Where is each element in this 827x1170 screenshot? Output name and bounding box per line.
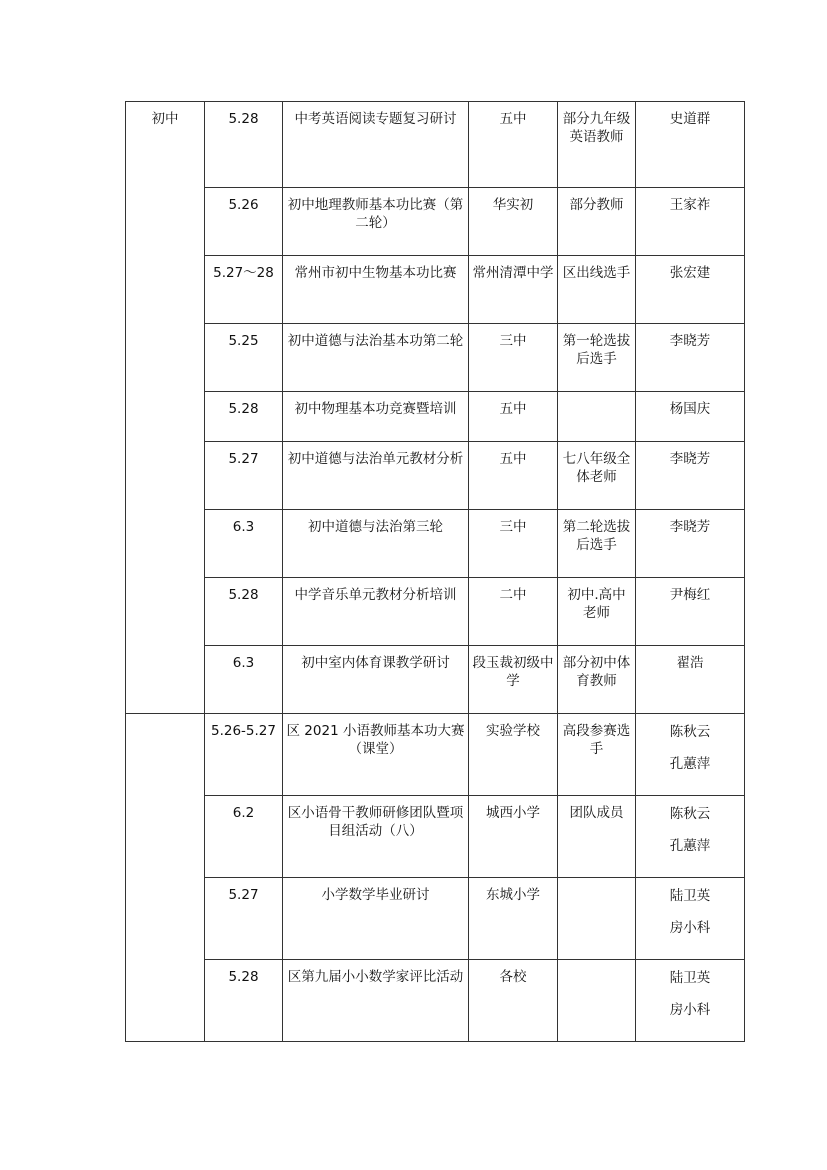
- activity-title-cell: 中考英语阅读专题复习研讨: [283, 102, 469, 188]
- activity-title-cell: 区第九届小小数学家评比活动: [283, 960, 469, 1042]
- table-row: [126, 442, 745, 510]
- table-row: [126, 796, 745, 878]
- host-cell: [636, 878, 745, 960]
- table-row: [126, 646, 745, 714]
- host-name: 房小科: [669, 1002, 711, 1018]
- participants-cell: 部分教师: [558, 188, 636, 256]
- table-row: [126, 878, 745, 960]
- date-cell: 5.28: [205, 578, 283, 646]
- host-cell: 张宏建: [636, 256, 745, 324]
- venue-cell: 城西小学: [469, 796, 558, 878]
- date-cell: 6.3: [205, 646, 283, 714]
- activity-title-cell: 区小语骨干教师研修团队暨项目组活动（八）: [283, 796, 469, 878]
- host-cell: 王家祚: [636, 188, 745, 256]
- activity-title-cell: 初中道德与法治基本功第二轮: [283, 324, 469, 392]
- venue-cell: 五中: [469, 102, 558, 188]
- activity-title-cell: 初中道德与法治单元教材分析: [283, 442, 469, 510]
- host-cell: 杨国庆: [636, 392, 745, 442]
- table-row: [126, 324, 745, 392]
- participants-cell: 初中.高中老师: [558, 578, 636, 646]
- host-name: 陆卫英: [669, 888, 711, 904]
- table-row: [126, 960, 745, 1042]
- table-row: [126, 510, 745, 578]
- activity-title-cell: 初中道德与法治第三轮: [283, 510, 469, 578]
- activity-title-cell: 中学音乐单元教材分析培训: [283, 578, 469, 646]
- host-name: 陈秋云: [669, 806, 711, 822]
- participants-cell: 区出线选手: [558, 256, 636, 324]
- date-cell: 5.27: [205, 878, 283, 960]
- activity-title-cell: 小学数学毕业研讨: [283, 878, 469, 960]
- participants-cell: [558, 878, 636, 960]
- participants-cell: [558, 392, 636, 442]
- host-name: 陆卫英: [669, 970, 711, 986]
- venue-cell: 各校: [469, 960, 558, 1042]
- venue-cell: 二中: [469, 578, 558, 646]
- date-cell: 5.28: [205, 392, 283, 442]
- table-row: [126, 392, 745, 442]
- date-cell: 5.25: [205, 324, 283, 392]
- table-row: [126, 188, 745, 256]
- date-cell: 5.27～28: [205, 256, 283, 324]
- host-cell: 尹梅红: [636, 578, 745, 646]
- host-cell: 史道群: [636, 102, 745, 188]
- venue-cell: 实验学校: [469, 714, 558, 796]
- host-name: 孔蕙萍: [669, 756, 711, 772]
- group-label-middle-school: 初中: [126, 102, 205, 714]
- activity-title-cell: 区 2021 小语教师基本功大赛（课堂）: [283, 714, 469, 796]
- date-cell: 5.28: [205, 102, 283, 188]
- date-cell: 5.26-5.27: [205, 714, 283, 796]
- venue-cell: 段玉裁初级中学: [469, 646, 558, 714]
- participants-cell: [558, 960, 636, 1042]
- table-row: [126, 256, 745, 324]
- host-name: 房小科: [669, 920, 711, 936]
- host-cell: [636, 796, 745, 878]
- participants-cell: 第二轮选拔后选手: [558, 510, 636, 578]
- table-row: [126, 102, 745, 188]
- activity-title-cell: 初中物理基本功竞赛暨培训: [283, 392, 469, 442]
- participants-cell: 七八年级全体老师: [558, 442, 636, 510]
- venue-cell: 五中: [469, 442, 558, 510]
- host-cell: 李晓芳: [636, 324, 745, 392]
- host-name: 孔蕙萍: [669, 838, 711, 854]
- host-cell: 李晓芳: [636, 510, 745, 578]
- table-row: [126, 714, 745, 796]
- venue-cell: 东城小学: [469, 878, 558, 960]
- date-cell: 5.28: [205, 960, 283, 1042]
- participants-cell: 部分九年级英语教师: [558, 102, 636, 188]
- activity-schedule-table: [125, 101, 745, 1042]
- participants-cell: 团队成员: [558, 796, 636, 878]
- participants-cell: 部分初中体育教师: [558, 646, 636, 714]
- activity-title-cell: 初中地理教师基本功比赛（第二轮）: [283, 188, 469, 256]
- table-row: [126, 578, 745, 646]
- date-cell: 5.26: [205, 188, 283, 256]
- date-cell: 5.27: [205, 442, 283, 510]
- venue-cell: 三中: [469, 510, 558, 578]
- activity-title-cell: 初中室内体育课教学研讨: [283, 646, 469, 714]
- venue-cell: 五中: [469, 392, 558, 442]
- host-cell: 翟浩: [636, 646, 745, 714]
- date-cell: 6.2: [205, 796, 283, 878]
- activity-title-cell: 常州市初中生物基本功比赛: [283, 256, 469, 324]
- group-label-primary-school: [126, 714, 205, 1042]
- date-cell: 6.3: [205, 510, 283, 578]
- participants-cell: 第一轮选拔后选手: [558, 324, 636, 392]
- venue-cell: 华实初: [469, 188, 558, 256]
- host-cell: [636, 714, 745, 796]
- host-name: 陈秋云: [669, 724, 711, 740]
- venue-cell: 三中: [469, 324, 558, 392]
- host-cell: [636, 960, 745, 1042]
- venue-cell: 常州清潭中学: [469, 256, 558, 324]
- participants-cell: 高段参赛选手: [558, 714, 636, 796]
- host-cell: 李晓芳: [636, 442, 745, 510]
